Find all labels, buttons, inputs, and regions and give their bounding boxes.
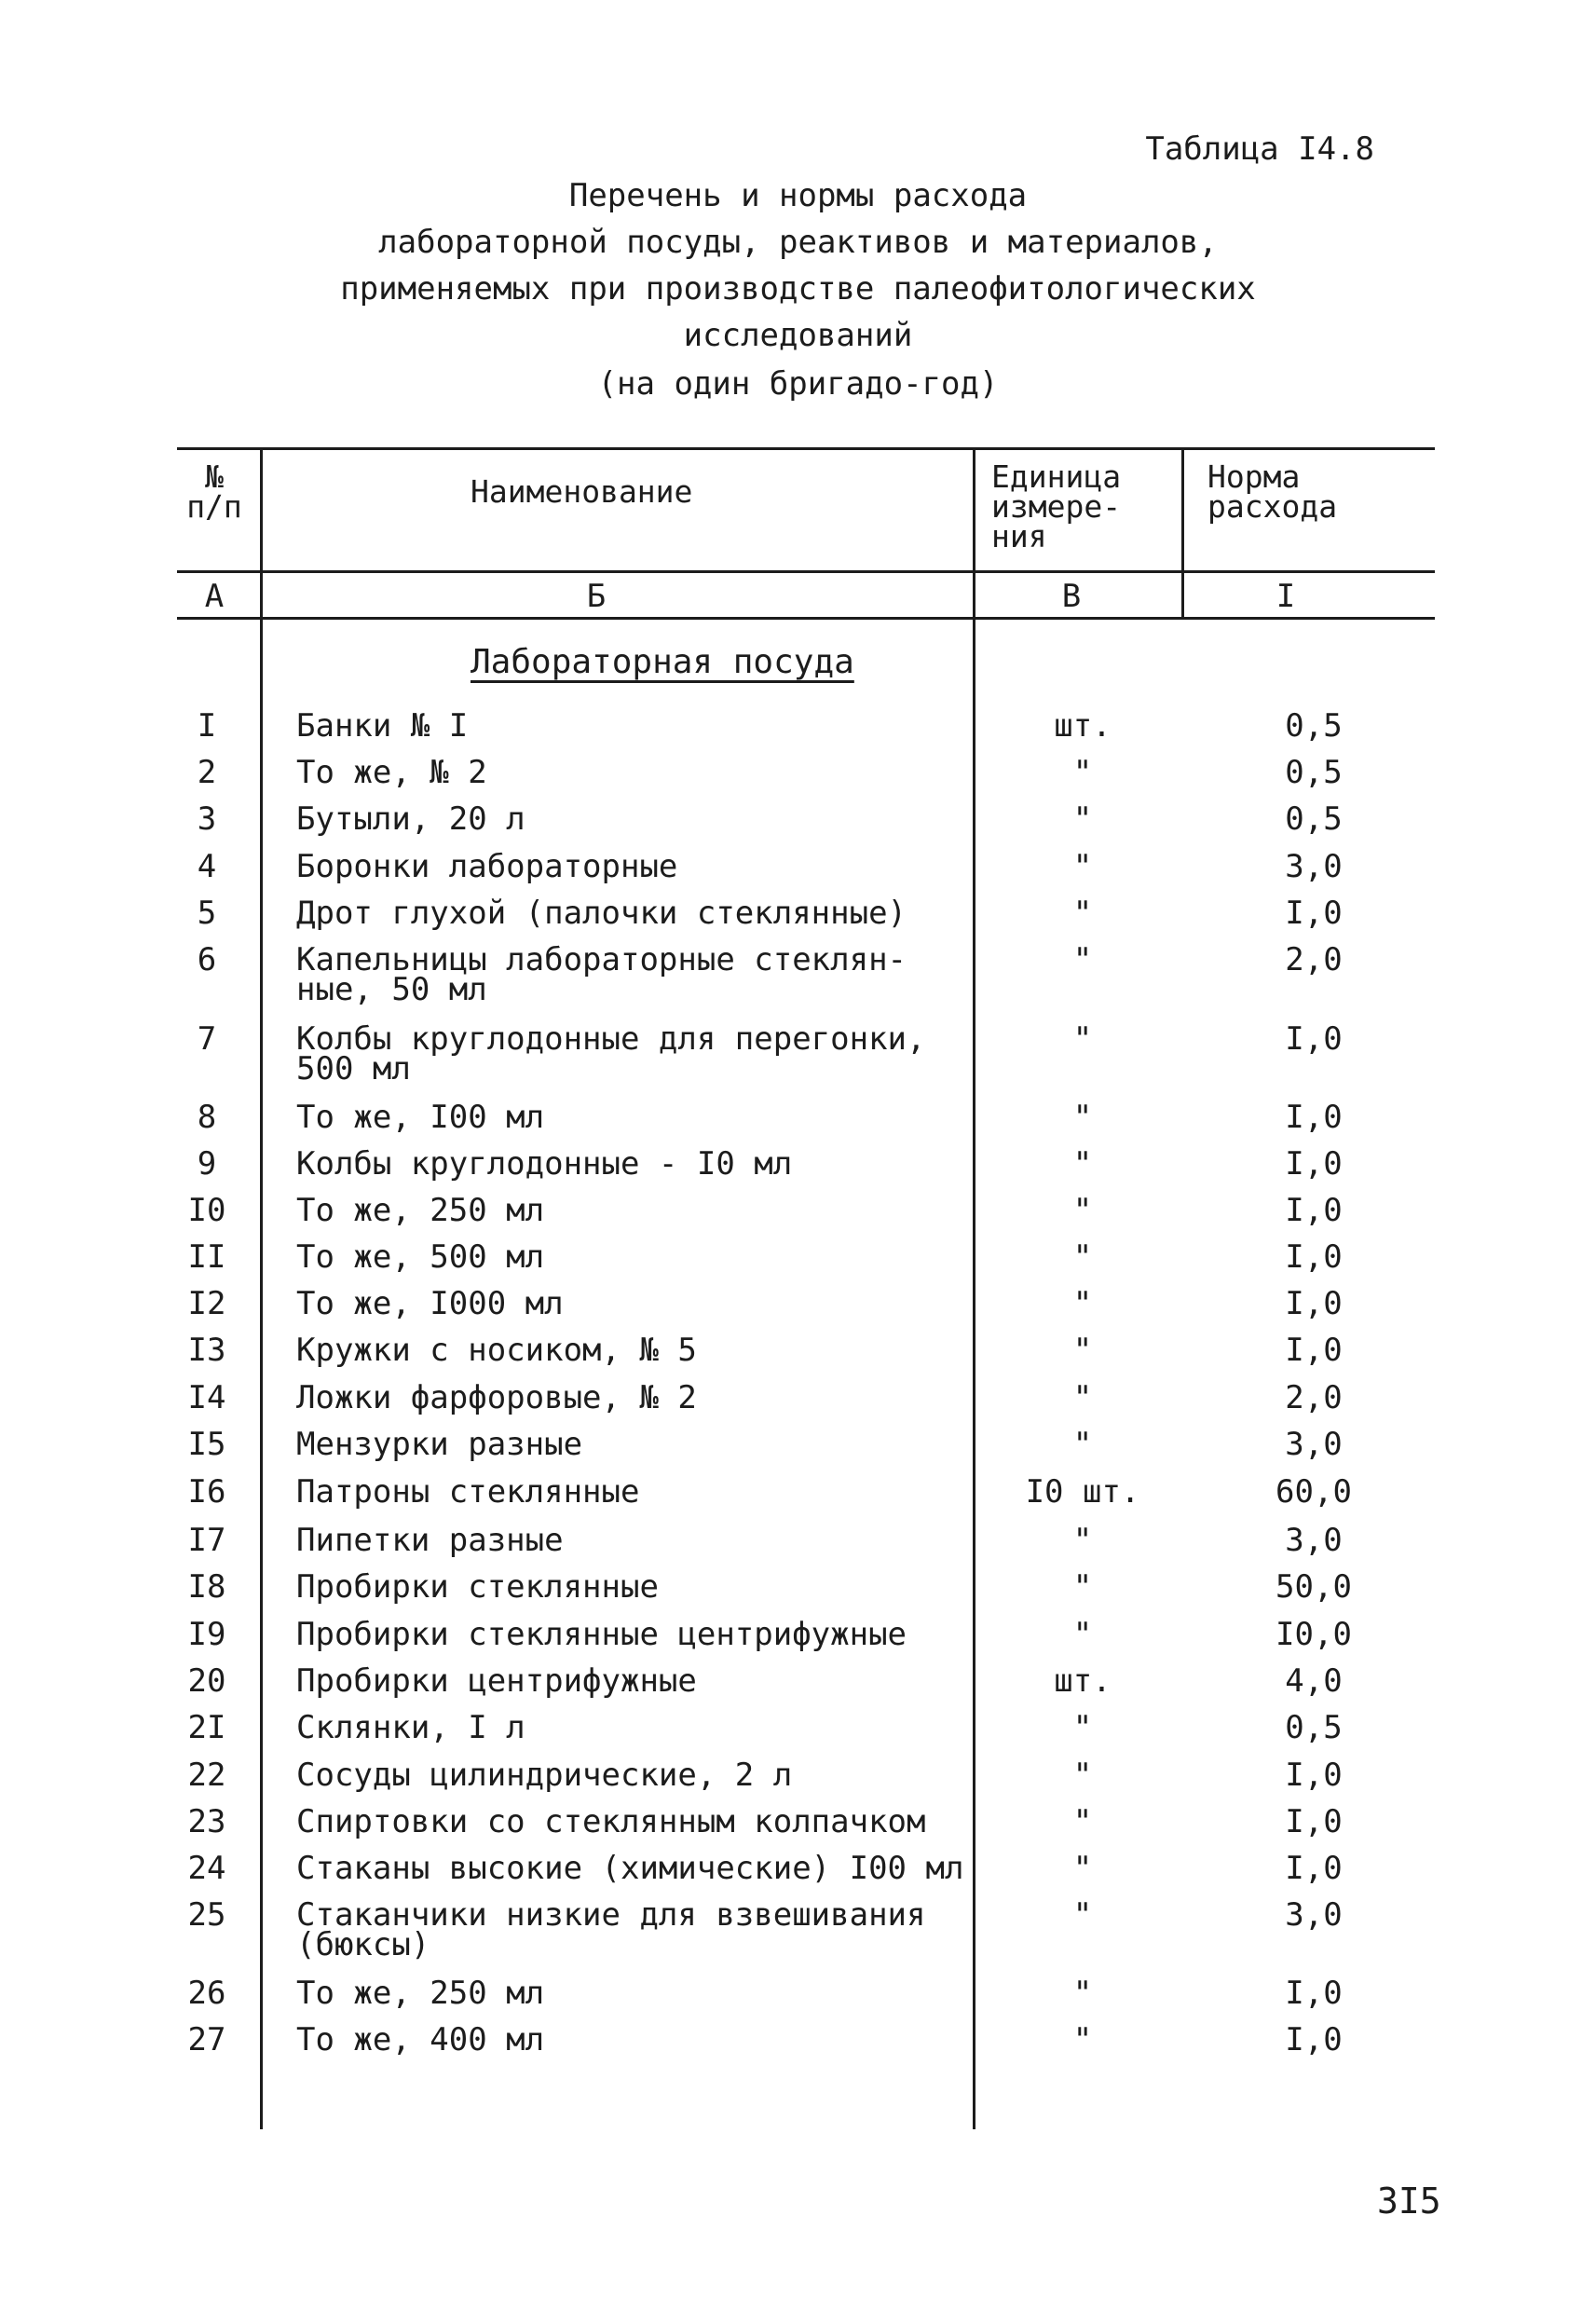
row-norm: 3,0 [1285,1522,1343,1559]
row-number: 5 [197,895,217,932]
row-name: То же, № 2 [296,754,487,791]
row-unit: " [1072,1896,1093,1934]
code-a: А [204,578,225,615]
row-number: 24 [187,1850,226,1887]
row-number: I0 [187,1192,226,1229]
row-number: I5 [187,1426,226,1463]
row-name: Спиртовки со стеклянным колпачком [296,1803,926,1840]
row-norm: 2,0 [1285,1379,1343,1416]
row-name: Пипетки разные [296,1522,564,1559]
row-name: Бутыли, 20 л [296,800,525,838]
row-name: То же, I000 мл [296,1285,564,1322]
row-name: То же, 250 мл [296,1192,545,1229]
row-number: 2 [197,754,217,791]
section-title: Лабораторная посуда [471,643,854,681]
row-norm: 60,0 [1275,1473,1352,1511]
row-name: Дрот глухой (палочки стеклянные) [296,895,907,932]
row-norm: I,0 [1285,1099,1343,1136]
header-unit: Единица измере- ния [991,458,1122,554]
row-norm: I0,0 [1275,1616,1352,1653]
row-norm: I,0 [1285,1975,1343,2012]
row-name: 500 мл [296,1050,411,1087]
row-name: Склянки, I л [296,1709,525,1746]
col-divider-1 [260,447,263,2129]
title-line-5: (на один бригадо-год) [597,365,999,403]
row-norm: 4,0 [1285,1662,1343,1700]
table-label: Таблица I4.8 [1145,130,1374,168]
row-name: Пробирки стеклянные центрифужные [296,1616,907,1653]
row-unit: " [1072,1522,1093,1559]
row-number: 23 [187,1803,226,1840]
row-norm: 0,5 [1285,1709,1343,1746]
header-norm: Норма расхода [1207,458,1338,525]
row-number: 26 [187,1975,226,2012]
row-name: ные, 50 мл [296,971,487,1008]
row-unit: " [1072,1616,1093,1653]
title-line-3: применяемых при производстве палеофитологических [340,270,1256,308]
row-unit: " [1072,1568,1093,1606]
row-unit: " [1072,895,1093,932]
row-name: То же, 250 мл [296,1975,545,2012]
row-norm: I,0 [1285,1145,1343,1183]
row-unit: " [1072,941,1093,978]
row-norm: I,0 [1285,1850,1343,1887]
row-norm: I,0 [1285,1803,1343,1840]
row-number: 27 [187,2021,226,2058]
row-norm: 50,0 [1275,1568,1352,1606]
row-unit: " [1072,1332,1093,1369]
row-number: I8 [187,1568,226,1606]
row-name: То же, 500 мл [296,1238,545,1276]
row-name: Сосуды цилиндрические, 2 л [296,1757,793,1794]
row-name: Пробирки стеклянные [296,1568,659,1606]
row-unit: " [1072,1145,1093,1183]
row-number: 2I [187,1709,226,1746]
row-number: I9 [187,1616,226,1653]
title-line-2: лабораторной посуды, реактивов и материалов, [378,224,1218,261]
row-norm: I,0 [1285,895,1343,932]
row-number: 4 [197,848,217,885]
codes-bottom-rule [177,617,1435,620]
row-number: 25 [187,1896,226,1934]
row-name: Банки № I [296,707,469,745]
row-unit: " [1072,1426,1093,1463]
row-name: (бюксы) [296,1926,430,1963]
row-number: I3 [187,1332,226,1369]
row-norm: I,0 [1285,1238,1343,1276]
row-number: I2 [187,1285,226,1322]
row-unit: " [1072,1850,1093,1887]
header-bottom-rule [177,570,1435,573]
row-name: Колбы круглодонные для перегонки, [296,1020,926,1058]
row-norm: 0,5 [1285,754,1343,791]
row-number: II [187,1238,226,1276]
row-number: I4 [187,1379,226,1416]
row-unit: " [1072,1099,1093,1136]
row-name: То же, I00 мл [296,1099,545,1136]
row-norm: I,0 [1285,1757,1343,1794]
row-name: Патроны стеклянные [296,1473,640,1511]
row-unit: " [1072,848,1093,885]
row-unit: " [1072,1757,1093,1794]
row-unit: " [1072,1192,1093,1229]
row-name: Мензурки разные [296,1426,583,1463]
row-unit: " [1072,754,1093,791]
row-number: I6 [187,1473,226,1511]
code-b: Б [586,578,607,615]
row-number: 7 [197,1020,217,1058]
row-number: 8 [197,1099,217,1136]
row-unit: " [1072,1709,1093,1746]
row-number: 20 [187,1662,226,1700]
row-norm: I,0 [1285,2021,1343,2058]
col-divider-2 [973,447,975,2129]
row-number: 3 [197,800,217,838]
row-norm: 2,0 [1285,941,1343,978]
row-number: 6 [197,941,217,978]
row-number: 9 [197,1145,217,1183]
row-unit: " [1072,2021,1093,2058]
row-norm: 3,0 [1285,1426,1343,1463]
row-name: Стаканы высокие (химические) I00 мл [296,1850,964,1887]
row-unit: " [1072,1803,1093,1840]
col-divider-3 [1181,447,1184,620]
row-norm: 0,5 [1285,707,1343,745]
code-v: В [1061,578,1082,615]
row-norm: 0,5 [1285,800,1343,838]
row-unit: шт. [1054,707,1112,745]
row-number: 22 [187,1757,226,1794]
row-name: Пробирки центрифужные [296,1662,697,1700]
row-unit: " [1072,800,1093,838]
row-number: I [197,707,217,745]
header-num: № п/п [186,458,242,525]
row-name: То же, 400 мл [296,2021,545,2058]
row-unit: " [1072,1238,1093,1276]
page-number: 3I5 [1377,2181,1441,2222]
title-line-4: исследований [683,317,913,354]
row-norm: I,0 [1285,1192,1343,1229]
row-unit: " [1072,1379,1093,1416]
row-unit: " [1072,1975,1093,2012]
row-name: Ложки фарфоровые, № 2 [296,1379,697,1416]
row-name: Капельницы лабораторные стеклян- [296,941,907,978]
title-line-1: Перечень и нормы расхода [568,177,1028,214]
row-unit: шт. [1054,1662,1112,1700]
row-name: Стаканчики низкие для взвешивания [296,1896,926,1934]
row-unit: I0 шт. [1025,1473,1140,1511]
table-top-rule [177,447,1435,450]
row-norm: I,0 [1285,1285,1343,1322]
row-norm: 3,0 [1285,1896,1343,1934]
header-name: Наименование [471,473,693,510]
row-name: Кружки с носиком, № 5 [296,1332,697,1369]
row-name: Колбы круглодонные - I0 мл [296,1145,793,1183]
row-unit: " [1072,1020,1093,1058]
row-unit: " [1072,1285,1093,1322]
row-norm: 3,0 [1285,848,1343,885]
row-number: I7 [187,1522,226,1559]
row-name: Боронки лабораторные [296,848,678,885]
row-norm: I,0 [1285,1020,1343,1058]
code-i: I [1275,578,1296,615]
row-norm: I,0 [1285,1332,1343,1369]
